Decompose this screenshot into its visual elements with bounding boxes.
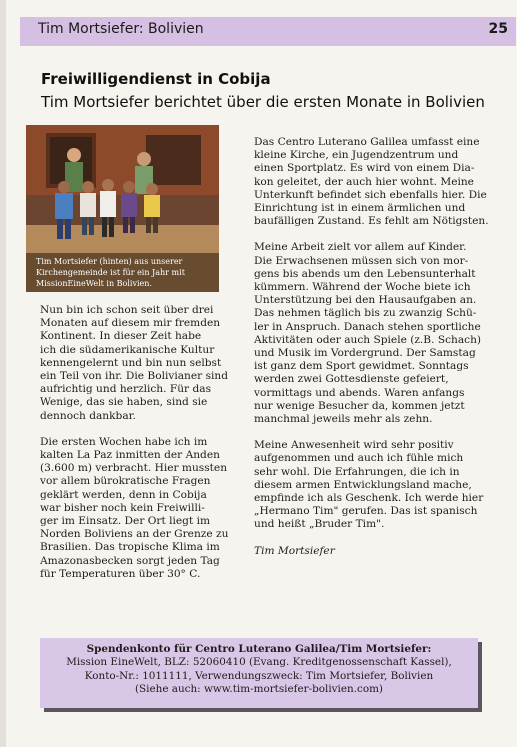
text-line: Wenige, das sie haben, sind sie [40, 396, 208, 409]
text-line: empfinde ich als Geschenk. Ich werde hier [254, 492, 484, 505]
text-line: vormittags und abends. Waren anfangs [254, 386, 465, 399]
right-column [254, 136, 489, 571]
photo-caption-line: Kirchengemeinde ist für ein Jahr mit [36, 268, 185, 277]
text-line: Monaten auf diesem mir fremden [40, 317, 221, 330]
article-author: Tim Mortsiefer [254, 544, 335, 557]
article-headline: Tim Mortsiefer berichtet über die ersten Monate in Bolivien [41, 93, 485, 111]
text-line: gens bis abends um den Lebensunterhalt [254, 267, 476, 280]
text-line: Unterkunft befindet sich ebenfalls hier. Die [254, 188, 487, 201]
text-line: aufrichtig und herzlich. Für das [40, 383, 212, 396]
text-line: Brasilien. Das tropische Klima im [40, 541, 220, 554]
text-line: ger im Einsatz. Der Ort liegt im [40, 515, 211, 528]
text-line: (3.600 m) verbracht. Hier mussten [40, 462, 228, 475]
text-line: nur wenige Besucher da, kommen jetzt [254, 399, 465, 412]
text-line: Meine Arbeit zielt vor allem auf Kinder. [254, 241, 467, 254]
text-line: Das Centro Luterano Galilea umfasst eine [254, 136, 480, 148]
paragraph [254, 136, 489, 228]
text-line: ist ganz dem Sport gewidmet. Sonntags [254, 360, 469, 373]
text-line: kennengelernt und bin nun selbst [40, 356, 222, 369]
donation-line: (Siehe auch: www.tim-mortsiefer-bolivien.com) [134, 683, 383, 696]
header-title: Tim Mortsiefer: Bolivien [38, 21, 204, 37]
text-line: Meine Anwesenheit wird sehr positiv [254, 439, 454, 452]
text-line: kümmern. Während der Woche biete ich [254, 281, 471, 294]
article-kicker: Freiwilligendienst in Cobija [41, 70, 271, 88]
paragraph [40, 304, 230, 423]
page-header [20, 17, 516, 46]
article-photo [26, 125, 219, 292]
text-line: einen Sportplatz. Es wird von einem Dia- [254, 162, 475, 175]
paragraph [254, 241, 484, 426]
text-line: war bisher noch kein Freiwilli- [40, 501, 205, 514]
text-line: aufgenommen und auch ich fühle mich [254, 452, 464, 465]
text-line: ler in Anspruch. Danach stehen sportliche [254, 320, 481, 333]
text-line: und Musik im Vordergrund. Der Samstag [254, 347, 476, 360]
paragraph [40, 436, 230, 581]
text-line: dennoch dankbar. [40, 409, 136, 422]
text-line: Aktivitäten oder auch Spiele (z.B. Schach) [254, 333, 482, 346]
text-line: Einrichtung ist in einem ärmlichen und [254, 202, 466, 215]
page-number: 25 [488, 21, 508, 37]
text-line: ein Teil von ihr. Die Bolivianer sind [40, 370, 229, 383]
donation-line: Konto-Nr.: 1011111, Verwendungszweck: Tim Mortsiefer, Bolivien [84, 669, 434, 682]
text-line: Amazonasbecken sorgt jeden Tag [40, 554, 220, 567]
photo-caption-line: Tim Mortsiefer (hinten) aus unserer [36, 257, 183, 266]
left-column [40, 304, 230, 594]
text-line: werden zwei Gottesdienste gefeiert, [254, 373, 449, 386]
text-line: kalten La Paz inmitten der Anden [40, 449, 220, 462]
text-line: und heißt „Bruder Tim". [254, 518, 385, 531]
paragraph [254, 439, 484, 531]
text-line: Die ersten Wochen habe ich im [40, 435, 208, 448]
text-line: Die Erwachsenen müssen sich von mor- [254, 254, 469, 267]
text-line: kleine Kirche, ein Jugendzentrum und [254, 149, 459, 162]
text-line: diesem armen Entwicklungsland mache, [254, 478, 472, 491]
text-line: baufälligen Zustand. Es fehlt am Nötigsten. [254, 215, 489, 228]
text-line: Kontinent. In dieser Zeit habe [40, 330, 202, 343]
text-line: ich die südamerikanische Kultur [40, 343, 215, 356]
photo-caption [26, 253, 219, 292]
text-line: für Temperaturen über 30° C. [40, 567, 201, 580]
text-line: sehr wohl. Die Erfahrungen, die ich in [254, 465, 460, 478]
text-line: „Hermano Tim" gerufen. Das ist spanisch [254, 505, 478, 518]
photo-caption-line: MissionEineWelt in Bolivien. [36, 279, 152, 288]
text-line: Unterstützung bei den Hausaufgaben an. [254, 294, 477, 307]
donation-line: Mission EineWelt, BLZ: 52060410 (Evang. Kreditgenossenschaft Kassel), [66, 656, 452, 669]
text-line: geklärt werden, denn in Cobija [40, 488, 207, 501]
text-line: kon geleitet, der auch hier wohnt. Meine [254, 175, 474, 188]
page-gutter-shadow [0, 0, 6, 747]
donation-box [40, 638, 478, 708]
text-line: vor allem bürokratische Fragen [40, 475, 211, 488]
donation-title: Spendenkonto für Centro Luterano Galilea/Tim Mortsiefer: [86, 643, 432, 655]
text-line: Norden Boliviens an der Grenze zu [40, 528, 229, 541]
text-line: Nun bin ich schon seit über drei [40, 304, 214, 316]
text-line: Das nehmen täglich bis zu zwanzig Schü- [254, 307, 477, 320]
text-line: manchmal jeweils mehr als zehn. [254, 413, 433, 426]
